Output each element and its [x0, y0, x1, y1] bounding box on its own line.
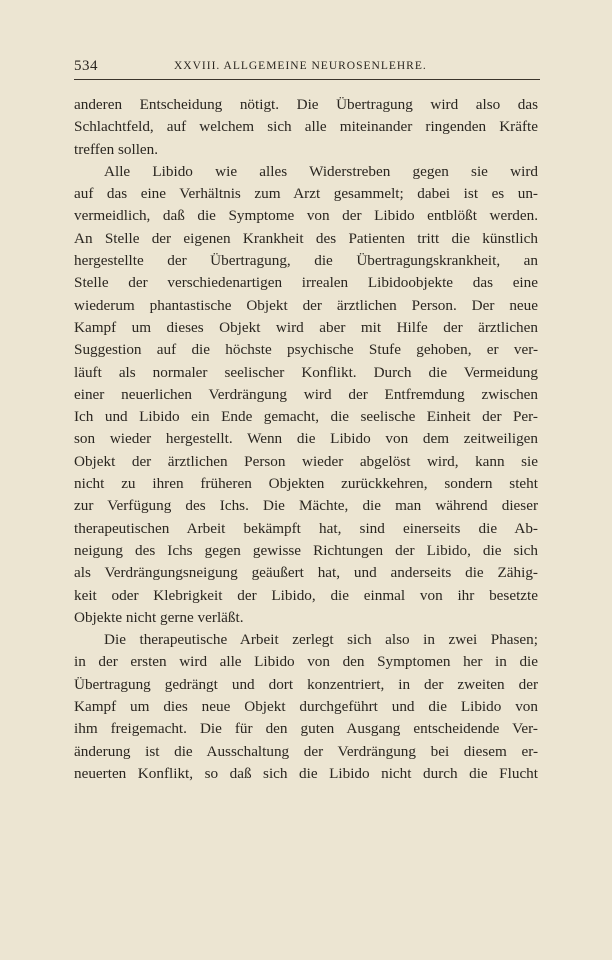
- text-line: zur Verfügung des Ichs. Die Mächte, die man während dieser: [74, 497, 538, 515]
- text-line: in der ersten wird alle Libido von den Symptomen her in die: [74, 653, 538, 671]
- text-line: neigung des Ichs gegen gewisse Richtungen der Libido, die sich: [74, 541, 538, 559]
- text-line: neuerten Konflikt, so daß sich die Libido nicht durch die Flucht: [74, 764, 538, 782]
- paragraph: [74, 161, 538, 629]
- text-line: ihm freigemacht. Die für den guten Ausgang entscheidende Ver-: [74, 720, 538, 738]
- text-line: Alle Libido wie alles Widerstreben gegen sie wird: [104, 162, 538, 180]
- text-line: wiederum phantastische Objekt der ärztlichen Person. Der neue: [74, 296, 538, 314]
- body-text: [74, 94, 538, 785]
- page-number: 534: [74, 58, 98, 74]
- header-rule: [74, 79, 540, 80]
- text-line: Ich und Libido ein Ende gemacht, die seelische Einheit der Per-: [74, 408, 538, 426]
- text-line: son wieder hergestellt. Wenn die Libido von dem zeitweiligen: [74, 430, 538, 448]
- text-line: läuft als normaler seelischer Konflikt. Durch die Vermeidung: [74, 363, 538, 381]
- page-header: [74, 58, 540, 78]
- text-line: nicht zu ihren früheren Objekten zurückkehren, sondern steht: [74, 475, 538, 493]
- text-line: Suggestion auf die höchste psychische Stufe gehoben, er ver-: [74, 341, 538, 359]
- text-line: Kampf um dieses Objekt wird aber mit Hilfe der ärztlichen: [74, 318, 538, 336]
- text-line: anderen Entscheidung nötigt. Die Übertragung wird also das: [74, 96, 538, 113]
- text-line: keit oder Klebrigkeit der Libido, die einmal von ihr besetzte: [74, 586, 538, 604]
- text-line: therapeutischen Arbeit bekämpft hat, sind einerseits die Ab-: [74, 519, 538, 537]
- text-line: treffen sollen.: [74, 140, 159, 158]
- running-head: XXVIII. ALLGEMEINE NEUROSENLEHRE.: [174, 60, 427, 72]
- text-line: auf das eine Verhältnis zum Arzt gesammelt; dabei ist es un-: [74, 185, 538, 203]
- text-line: Objekt der ärztlichen Person wieder abgelöst wird, kann sie: [74, 452, 538, 470]
- text-line: änderung ist die Ausschaltung der Verdrängung bei diesem er-: [74, 742, 538, 760]
- text-line: als Verdrängungsneigung geäußert hat, und anderseits die Zähig-: [74, 564, 538, 582]
- text-line: vermeidlich, daß die Symptome von der Libido entblößt werden.: [74, 207, 538, 225]
- paragraph: [74, 94, 538, 161]
- text-line: Stelle der verschiedenartigen irrealen Libidoobjekte das eine: [74, 274, 538, 292]
- text-line: hergestellte der Übertragung, die Übertragungskrankheit, an: [74, 252, 538, 270]
- text-line: Die therapeutische Arbeit zerlegt sich also in zwei Phasen;: [104, 631, 538, 649]
- text-line: Objekte nicht gerne verläßt.: [74, 608, 244, 626]
- text-line: einer neuerlichen Verdrängung wird der Entfremdung zwischen: [74, 385, 538, 403]
- text-line: Kampf um dies neue Objekt durchgeführt und die Libido von: [74, 698, 538, 716]
- text-line: Schlachtfeld, auf welchem sich alle miteinander ringenden Kräfte: [74, 118, 538, 136]
- text-line: Übertragung gedrängt und dort konzentriert, in der zweiten der: [74, 675, 538, 693]
- paragraph: [74, 629, 538, 785]
- text-line: An Stelle der eigenen Krankheit des Patienten tritt die künstlich: [74, 229, 538, 247]
